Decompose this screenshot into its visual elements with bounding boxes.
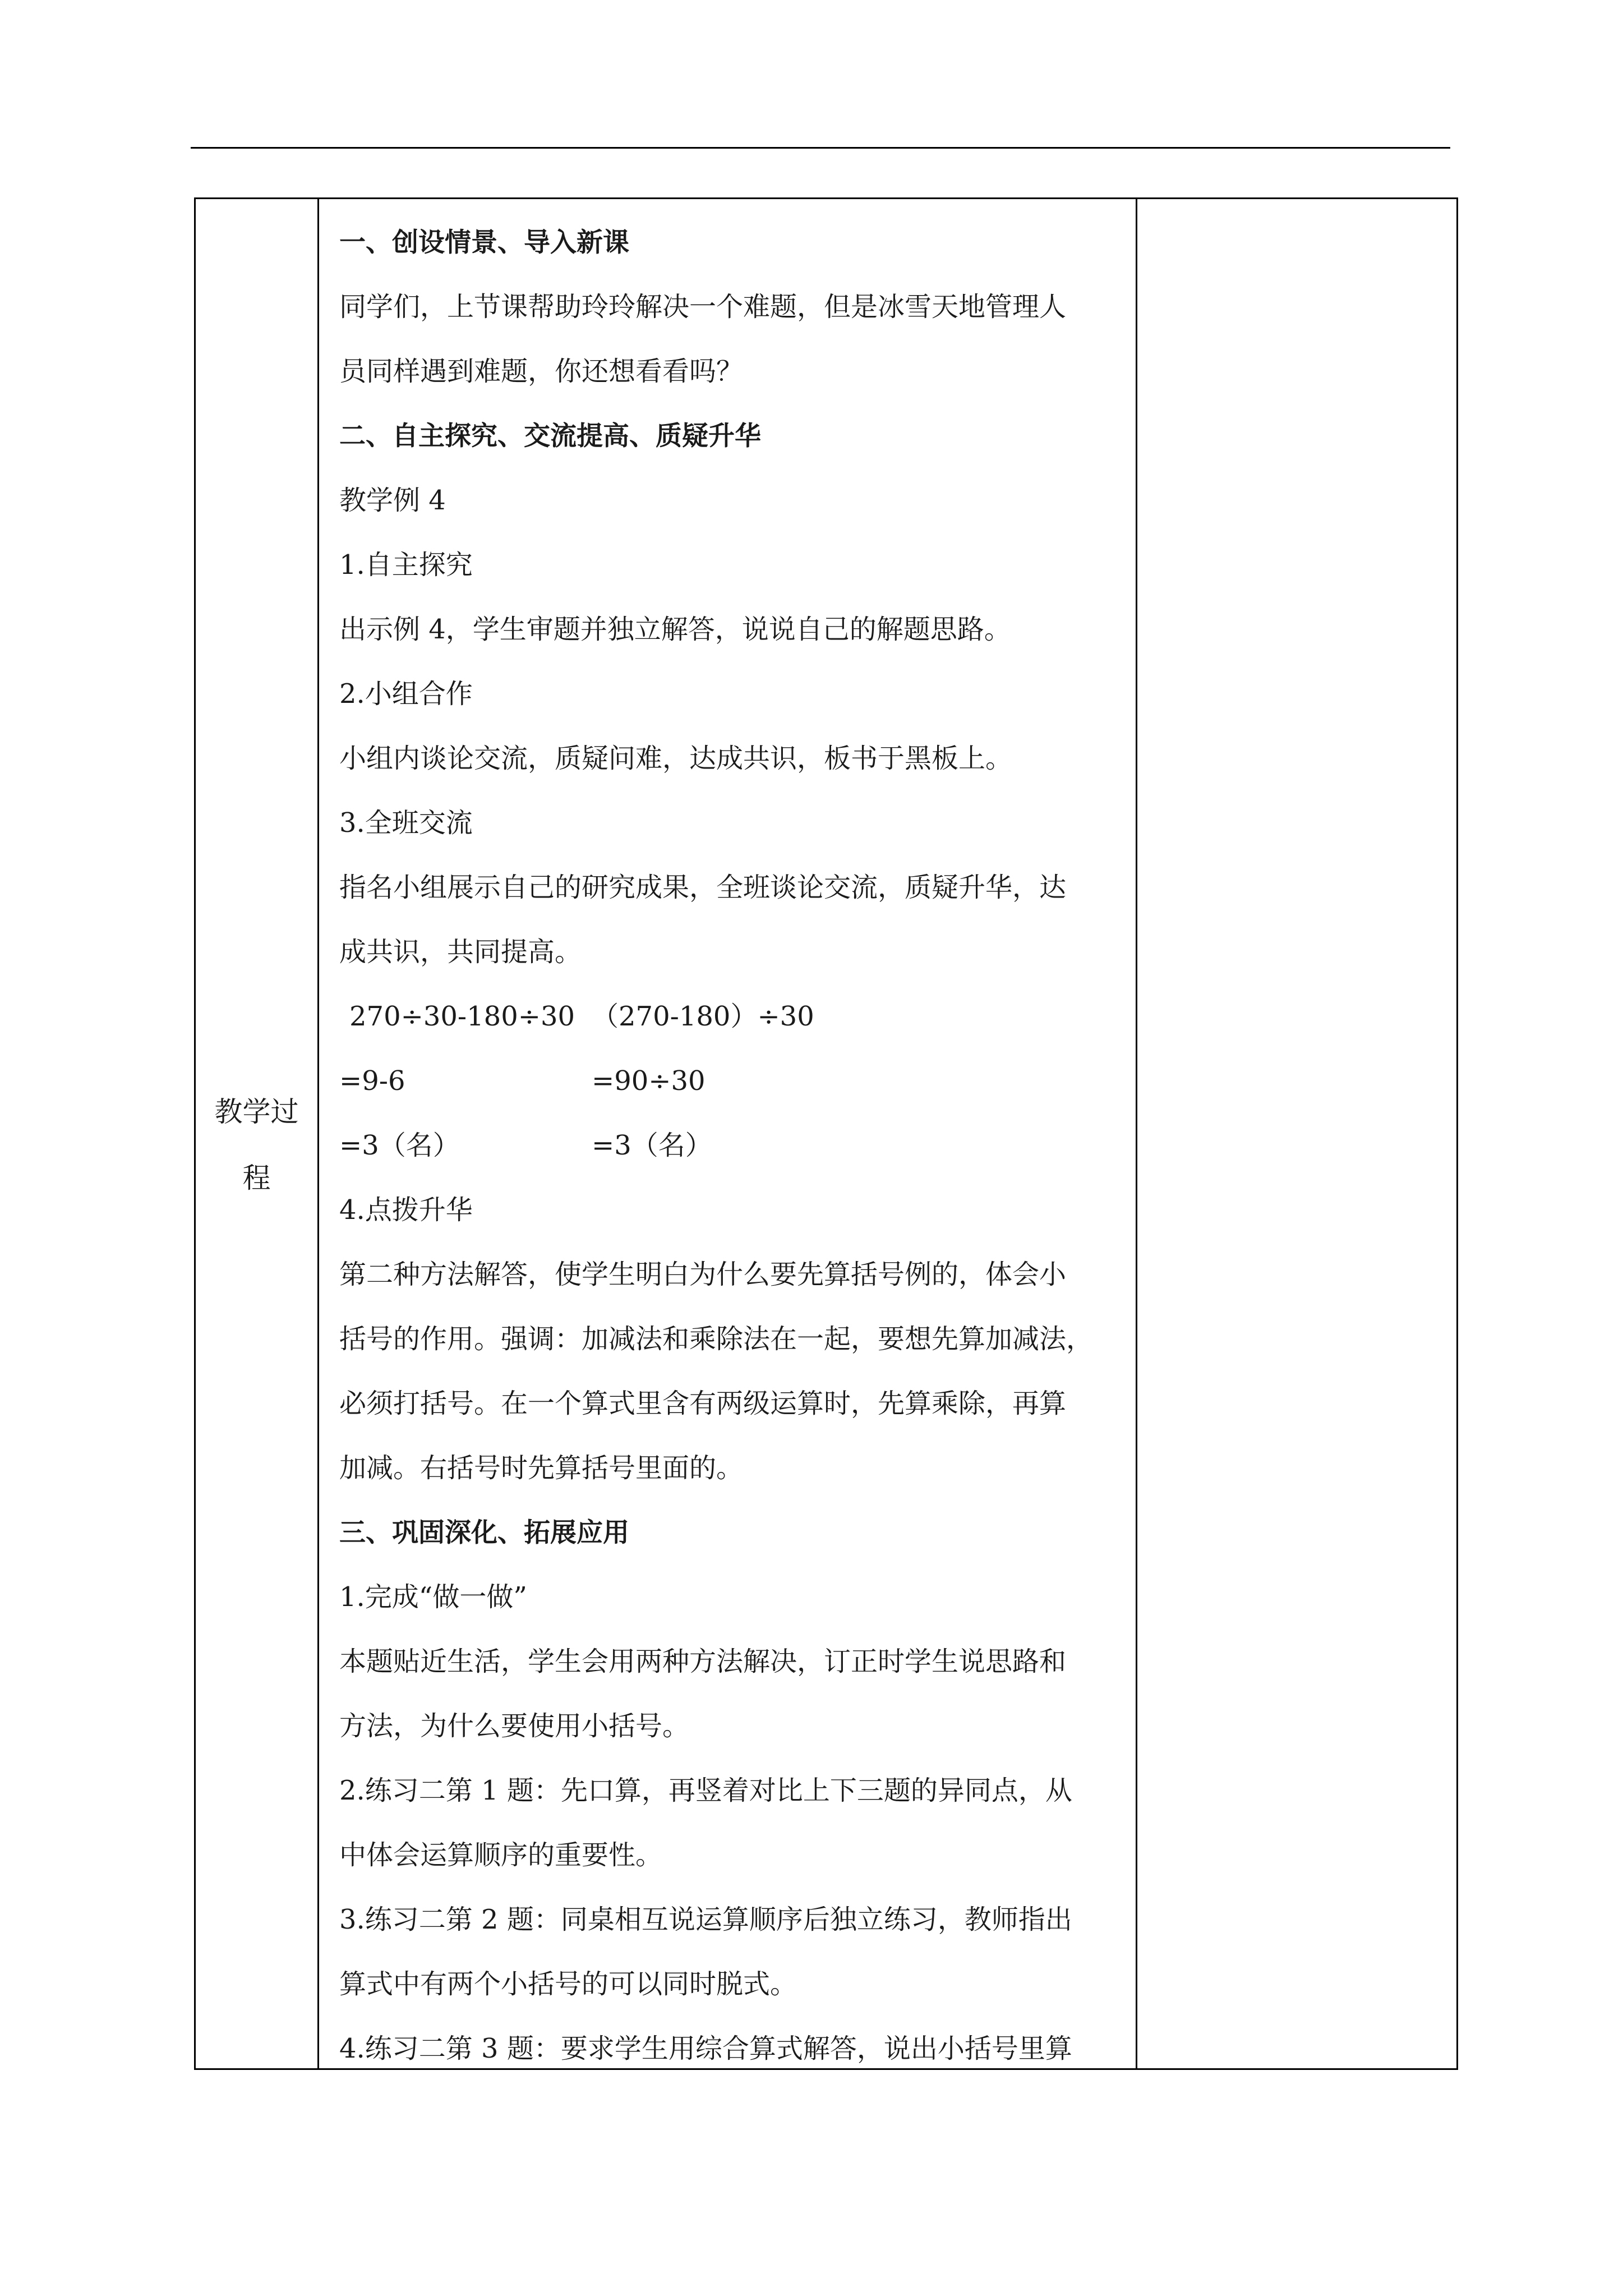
step-title: 4.点拨升华 [339, 1194, 473, 1226]
calculation-row [339, 1049, 1123, 1114]
row-label-cell [196, 199, 319, 2068]
exercise-title: 1.完成“做一做” [339, 1581, 527, 1613]
lesson-plan-table [194, 197, 1458, 2070]
calculation-method-1: 270÷30-180÷30 [349, 1001, 575, 1032]
exercise-line: 中体会运算顺序的重要性。 [339, 1839, 663, 1871]
step-title: 1.自主探究 [339, 549, 473, 581]
exercise-line: 算式中有两个小括号的可以同时脱式。 [339, 1968, 797, 2000]
paragraph-line: 必须打括号。在一个算式里含有两级运算时，先算乘除，再算 [339, 1388, 1067, 1419]
notes-cell [1137, 199, 1456, 2068]
paragraph-line: 指名小组展示自己的研究成果，全班谈论交流，质疑升华，达 [339, 872, 1067, 903]
paragraph-line: 方法，为什么要使用小括号。 [339, 1710, 690, 1742]
calculation-method-1: =9-6 [339, 1065, 405, 1097]
paragraph-line: 员同样遇到难题，你还想看看吗？ [339, 356, 744, 387]
section-heading-2: 二、自主探究、交流提高、质疑升华 [339, 421, 761, 452]
paragraph-line: 小组内谈论交流，质疑问难，达成共识，板书于黑板上。 [339, 743, 1013, 774]
paragraph-line: 成共识，共同提高。 [339, 936, 582, 968]
row-label-line-2: 程 [242, 1162, 271, 1194]
step-title: 3.全班交流 [339, 807, 473, 839]
calculation-method-2: =90÷30 [592, 1065, 706, 1097]
paragraph-line: 括号的作用。强调：加减法和乘除法在一起，要想先算加减法， [339, 1323, 1094, 1355]
calculation-row [339, 984, 1123, 1049]
section-heading-3: 三、巩固深化、拓展应用 [339, 1517, 629, 1548]
exercise-line: 3.练习二第 2 题：同桌相互说运算顺序后独立练习，教师指出 [339, 1904, 1072, 1935]
section-heading-1: 一、创设情景、导入新课 [339, 227, 629, 258]
paragraph-line: 同学们，上节课帮助玲玲解决一个难题，但是冰雪天地管理人 [339, 291, 1067, 323]
paragraph-line: 出示例 4，学生审题并独立解答，说说自己的解题思路。 [339, 614, 1011, 645]
page-header-rule [191, 147, 1450, 149]
calculation-method-2: =3（名） [592, 1130, 712, 1161]
calculation-row [339, 1114, 1123, 1178]
paragraph-line: 本题贴近生活，学生会用两种方法解决，订正时学生说思路和 [339, 1646, 1067, 1677]
calculation-method-2: （270-180）÷30 [592, 1001, 814, 1032]
calculation-method-1: =3（名） [339, 1130, 460, 1161]
exercise-line: 2.练习二第 1 题：先口算，再竖着对比上下三题的异同点，从 [339, 1775, 1072, 1806]
row-label-line-1: 教学过 [214, 1096, 299, 1128]
paragraph-line: 加减。右括号时先算括号里面的。 [339, 1452, 744, 1484]
paragraph-line: 第二种方法解答，使学生明白为什么要先算括号例的，体会小 [339, 1259, 1067, 1290]
step-title: 2.小组合作 [339, 678, 473, 710]
row-label [215, 1079, 299, 1211]
example-title: 教学例 4 [339, 485, 446, 516]
content-cell [319, 199, 1137, 2068]
exercise-line: 4.练习二第 3 题：要求学生用综合算式解答，说出小括号里算 [339, 2033, 1072, 2064]
